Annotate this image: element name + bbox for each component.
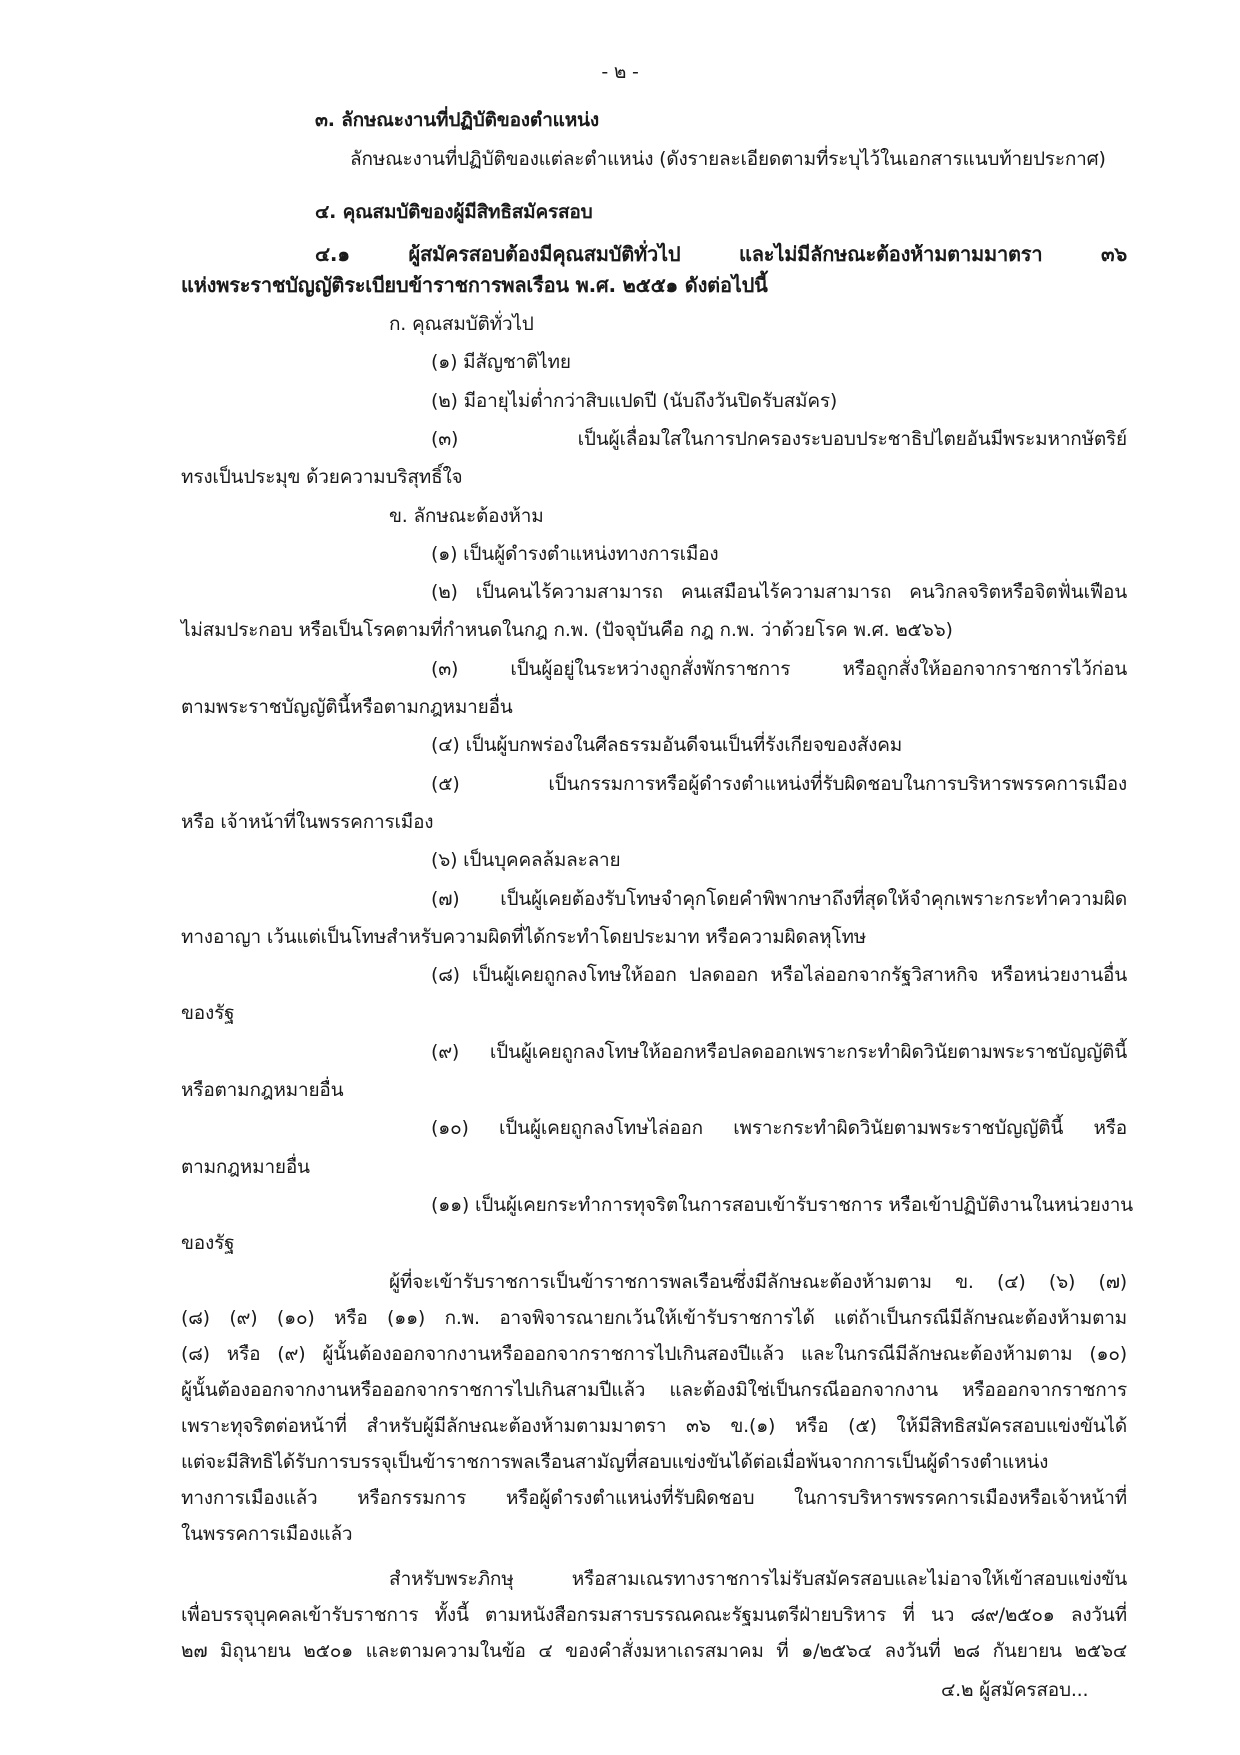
general-item-1: (๑) มีสัญชาติไทย bbox=[431, 351, 571, 373]
general-item-2: (๒) มีอายุไม่ต่ำกว่าสิบแปดปี (นับถึงวันปิดรับสมัคร) bbox=[431, 390, 838, 412]
prohibition-item-2-line-2: ไม่สมประกอบ หรือเป็นโรคตามที่กำหนดในกฎ ก.พ. (ปัจจุบันคือ กฎ ก.พ. ว่าด้วยโรค พ.ศ. ๒๕๖๖) bbox=[181, 619, 953, 641]
exemption-paragraph-line-1: ผู้ที่จะเข้ารับราชการเป็นข้าราชการพลเรือนซึ่งมีลักษณะต้องห้ามตาม ข. (๔) (๖) (๗) bbox=[389, 1271, 1127, 1293]
prohibition-item-4: (๔) เป็นผู้บกพร่องในศีลธรรมอันดีจนเป็นที่รังเกียจของสังคม bbox=[431, 734, 903, 756]
prohibition-item-2-line-1: (๒) เป็นคนไร้ความสามารถ คนเสมือนไร้ความสามารถ คนวิกลจริตหรือจิตฟั่นเฟือน bbox=[431, 581, 1127, 603]
prohibition-item-7-line-2: ทางอาญา เว้นแต่เป็นโทษสำหรับความผิดที่ได้กระทำโดยประมาท หรือความผิดลหุโทษ bbox=[181, 926, 867, 948]
exemption-paragraph-line-3: (๘) หรือ (๙) ผู้นั้นต้องออกจากงานหรือออกจากราชการไปเกินสองปีแล้ว และในกรณีมีลักษณะต้องห้ามตาม (๑๐) bbox=[181, 1343, 1127, 1365]
monk-paragraph-line-3: ๒๗ มิถุนายน ๒๕๐๑ และตามความในข้อ ๔ ของคำสั่งมหาเถรสมาคม ที่ ๑/๒๕๖๔ ลงวันที่ ๒๘ กันยายน ๒๕๖๔ bbox=[181, 1640, 1127, 1662]
prohibition-item-9-line-1: (๙) เป็นผู้เคยถูกลงโทษให้ออกหรือปลดออกเพราะกระทำผิดวินัยตามพระราชบัญญัตินี้ bbox=[431, 1041, 1127, 1063]
prohibition-item-1: (๑) เป็นผู้ดำรงตำแหน่งทางการเมือง bbox=[431, 543, 719, 565]
section-3-body: ลักษณะงานที่ปฏิบัติของแต่ละตำแหน่ง (ดังรายละเอียดตามที่ระบุไว้ในเอกสารแนบท้ายประกาศ) bbox=[350, 148, 1106, 170]
prohibition-item-9-line-2: หรือตามกฎหมายอื่น bbox=[181, 1079, 344, 1101]
prohibition-item-6: (๖) เป็นบุคคลล้มละลาย bbox=[431, 849, 621, 871]
exemption-paragraph-line-2: (๘) (๙) (๑๐) หรือ (๑๑) ก.พ. อาจพิจารณายกเว้นให้เข้ารับราชการได้ แต่ถ้าเป็นกรณีมีลักษณะต้องห้ามตาม bbox=[181, 1307, 1127, 1329]
continuation-marker: ๔.๒ ผู้สมัครสอบ... bbox=[941, 1679, 1089, 1701]
monk-paragraph-line-1: สำหรับพระภิกษุ หรือสามเณรทางราชการไม่รับสมัครสอบและไม่อาจให้เข้าสอบแข่งขัน bbox=[389, 1568, 1127, 1590]
prohibitions-heading: ข. ลักษณะต้องห้าม bbox=[389, 505, 544, 527]
prohibition-item-10-line-1: (๑๐) เป็นผู้เคยถูกลงโทษไล่ออก เพราะกระทำผิดวินัยตามพระราชบัญญัตินี้ หรือ bbox=[431, 1117, 1127, 1139]
prohibition-item-5-line-1: (๕) เป็นกรรมการหรือผู้ดำรงตำแหน่งที่รับผิดชอบในการบริหารพรรคการเมือง bbox=[431, 773, 1127, 795]
exemption-paragraph-line-6: แต่จะมีสิทธิได้รับการบรรจุเป็นข้าราชการพลเรือนสามัญที่สอบแข่งขันได้ต่อเมื่อพ้นจากการเป็นผู้ดำรงตำแหน่ง bbox=[181, 1451, 1049, 1473]
prohibition-item-10-line-2: ตามกฎหมายอื่น bbox=[181, 1156, 310, 1178]
prohibition-item-3-line-2: ตามพระราชบัญญัตินี้หรือตามกฎหมายอื่น bbox=[181, 696, 513, 718]
prohibition-item-11-line-1: (๑๑) เป็นผู้เคยกระทำการทุจริตในการสอบเข้ารับราชการ หรือเข้าปฏิบัติงานในหน่วยงาน bbox=[431, 1194, 1133, 1216]
prohibition-item-7-line-1: (๗) เป็นผู้เคยต้องรับโทษจำคุกโดยคำพิพากษาถึงที่สุดให้จำคุกเพราะกระทำความผิด bbox=[431, 888, 1127, 910]
general-item-3-line-2: ทรงเป็นประมุข ด้วยความบริสุทธิ์ใจ bbox=[181, 466, 463, 488]
section-3-heading: ๓. ลักษณะงานที่ปฏิบัติของตำแหน่ง bbox=[315, 109, 599, 131]
general-qualifications-heading: ก. คุณสมบัติทั่วไป bbox=[389, 313, 534, 335]
prohibition-item-8-line-2: ของรัฐ bbox=[181, 1002, 235, 1024]
prohibition-item-3-line-1: (๓) เป็นผู้อยู่ในระหว่างถูกสั่งพักราชการ หรือถูกสั่งให้ออกจากราชการไว้ก่อน bbox=[431, 658, 1127, 680]
page-number: - ๒ - bbox=[601, 61, 639, 83]
prohibition-item-5-line-2: หรือ เจ้าหน้าที่ในพรรคการเมือง bbox=[181, 811, 434, 833]
prohibition-item-8-line-1: (๘) เป็นผู้เคยถูกลงโทษให้ออก ปลดออก หรือไล่ออกจากรัฐวิสาหกิจ หรือหน่วยงานอื่น bbox=[431, 964, 1127, 986]
section-4-heading: ๔. คุณสมบัติของผู้มีสิทธิสมัครสอบ bbox=[315, 201, 593, 223]
prohibition-item-11-line-2: ของรัฐ bbox=[181, 1232, 235, 1254]
exemption-paragraph-line-8: ในพรรคการเมืองแล้ว bbox=[181, 1523, 353, 1545]
section-4-1-line-1: ๔.๑ ผู้สมัครสอบต้องมีคุณสมบัติทั่วไป และไม่มีลักษณะต้องห้ามตามมาตรา ๓๖ bbox=[315, 242, 1127, 266]
exemption-paragraph-line-7: ทางการเมืองแล้ว หรือกรรมการ หรือผู้ดำรงตำแหน่งที่รับผิดชอบ ในการบริหารพรรคการเมืองหรือเจ้าหน้าที่ bbox=[181, 1487, 1127, 1509]
section-4-1-line-2: แห่งพระราชบัญญัติระเบียบข้าราชการพลเรือน พ.ศ. ๒๕๕๑ ดังต่อไปนี้ bbox=[181, 273, 768, 297]
monk-paragraph-line-2: เพื่อบรรจุบุคคลเข้ารับราชการ ทั้งนี้ ตามหนังสือกรมสารบรรณคณะรัฐมนตรีฝ่ายบริหาร ที่ นว ๘๙/๒๕๐๑ ลงวันที่ bbox=[181, 1604, 1127, 1626]
exemption-paragraph-line-5: เพราะทุจริตต่อหน้าที่ สำหรับผู้มีลักษณะต้องห้ามตามมาตรา ๓๖ ข.(๑) หรือ (๕) ให้มีสิทธิสมัครสอบแข่งขันได้ bbox=[181, 1415, 1127, 1437]
general-item-3-line-1: (๓) เป็นผู้เลื่อมใสในการปกครองระบอบประชาธิปไตยอันมีพระมหากษัตริย์ bbox=[431, 428, 1127, 450]
exemption-paragraph-line-4: ผู้นั้นต้องออกจากงานหรือออกจากราชการไปเกินสามปีแล้ว และต้องมิใช่เป็นกรณีออกจากงาน หรือออกจากราชการ bbox=[181, 1379, 1127, 1401]
